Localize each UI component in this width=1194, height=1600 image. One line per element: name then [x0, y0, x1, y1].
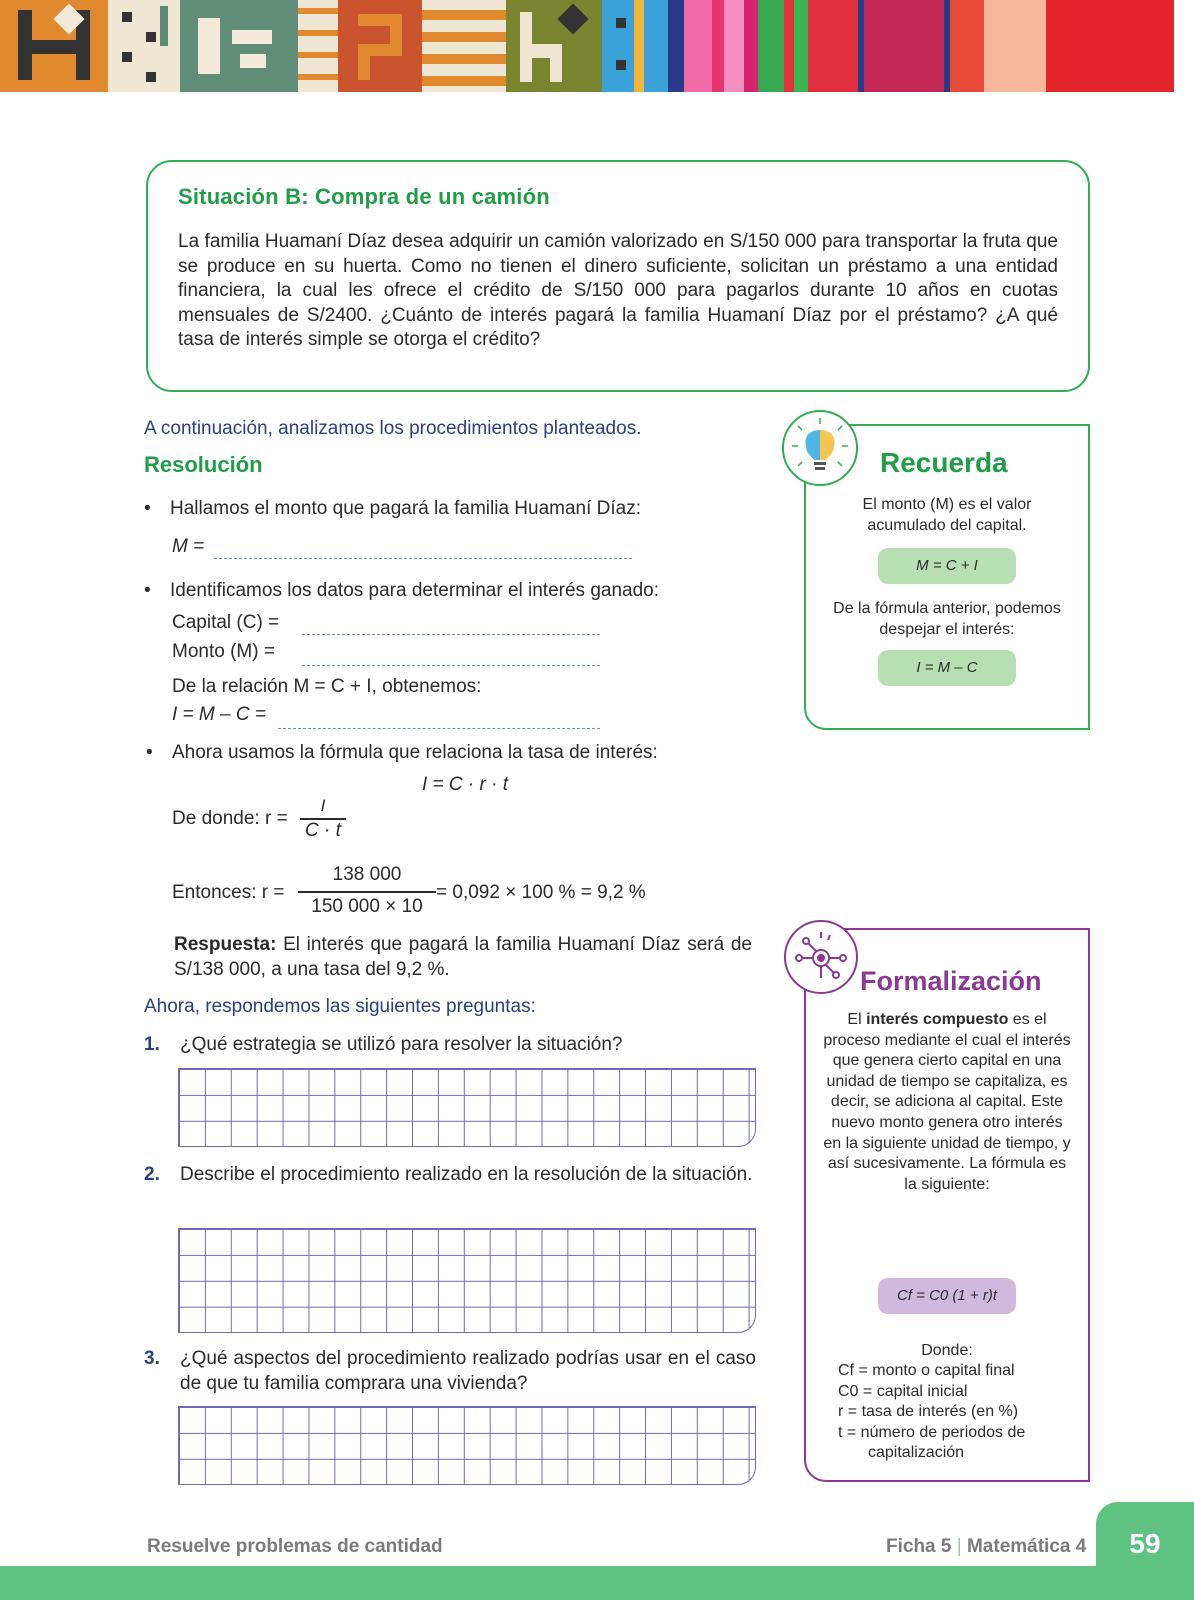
calc-numerator: 138 000: [332, 864, 402, 885]
banner-tile: [298, 0, 338, 92]
dedonde-label: De donde: r =: [172, 808, 288, 829]
footer-separator: |: [956, 1536, 962, 1557]
formal-intro-pre: El: [847, 1011, 862, 1028]
answer-paragraph: [174, 932, 752, 982]
answer-label: Respuesta:: [174, 934, 277, 955]
m-answer-line[interactable]: [214, 558, 632, 559]
banner-tile: [108, 0, 180, 92]
monto-answer-line[interactable]: [302, 665, 600, 666]
bottom-bar: [0, 1566, 1194, 1600]
bullet-tasa: • Ahora usamos la fórmula que relaciona la tasa de interés:: [172, 742, 658, 764]
formal-intro-post: es el proceso mediante el cual el interés que genera cierto capital en una unidad de tiempo se capitaliza, es decir, se adiciona al capital. Este nuevo monto genera otro interés en la siguiente unidad de tiempo, y así sucesivamente. La fórmula es la siguiente:: [823, 1011, 1071, 1193]
brain-bulb-icon: [782, 410, 858, 486]
situation-box: [146, 160, 1090, 392]
formalizacion-text: [822, 1010, 1072, 1195]
question-number: 3.: [144, 1348, 160, 1369]
i-answer-line[interactable]: [278, 728, 600, 729]
banner-tile: [0, 0, 108, 92]
formula-pill: M = C + I: [878, 548, 1016, 584]
fraction-numerator: I: [320, 796, 326, 815]
recuerda-text-1: El monto (M) es el valor acumulado del capital.: [862, 496, 1032, 534]
relation-text: De la relación M = C + I, obtenemos:: [172, 676, 482, 697]
banner-tile: [602, 0, 668, 92]
bullet-datos: • Identificamos los datos para determinar el interés ganado:: [170, 580, 659, 602]
capital-answer-line[interactable]: [302, 634, 600, 635]
questions-title: Ahora, respondemos las siguientes preguntas:: [144, 996, 536, 1017]
page-number: 59: [1129, 1528, 1161, 1559]
question-number: 2.: [144, 1164, 160, 1185]
where-item: Cf = monto o capital final: [838, 1362, 1015, 1379]
formalizacion-title: Formalización: [860, 966, 1042, 996]
rate-result: = 0,092 × 100 % = 9,2 %: [436, 882, 646, 903]
calc-denominator: 150 000 × 10: [311, 896, 423, 917]
footer-subject: Matemática 4: [966, 1536, 1087, 1557]
where-title: Donde:: [921, 1342, 973, 1359]
banner-tile: [422, 0, 506, 92]
recuerda-text-2: De la fórmula anterior, podemos despejar el interés:: [833, 600, 1061, 638]
banner-tile: [180, 0, 298, 92]
footer-ficha: [886, 1536, 1086, 1558]
entonces-label: Entonces: r =: [172, 882, 285, 903]
i-label: I = M – C =: [172, 704, 266, 725]
where-item: t = número de periodos de: [838, 1423, 1026, 1441]
answer-text: El interés que pagará la familia Huamaní Díaz será de S/138 000, a una tasa del 9,2 %.: [174, 934, 752, 980]
situation-title: Situación B: Compra de un camión: [178, 184, 550, 209]
question-number: 1.: [144, 1034, 160, 1055]
where-item: r = tasa de interés (en %): [838, 1403, 1019, 1420]
fraction-denominator: C · t: [305, 820, 341, 841]
question-text: Describe el procedimiento realizado en la resolución de la situación.: [180, 1164, 753, 1185]
decorative-banner: [0, 0, 1194, 92]
where-item: capitalización: [868, 1444, 965, 1461]
where-list: [838, 1361, 1025, 1464]
bullet-monto: • Hallamos el monto que pagará la familia Huamaní Díaz:: [170, 498, 641, 520]
question-3: [144, 1346, 756, 1398]
intro-text: A continuación, analizamos los procedimientos planteados.: [144, 418, 642, 439]
compound-formula-pill: Cf = C0 (1 + r)t: [878, 1278, 1016, 1314]
network-idea-icon: [784, 920, 858, 994]
answer-grid-1[interactable]: [178, 1068, 756, 1147]
resolution-title: Resolución: [144, 452, 263, 477]
interest-formula: I = C · r · t: [422, 774, 509, 795]
answer-grid-2[interactable]: [178, 1228, 756, 1333]
formal-intro-bold: interés compuesto: [866, 1011, 1009, 1028]
banner-tile: [506, 0, 602, 92]
question-text: ¿Qué aspectos del procedimiento realizado podrías usar en el caso de que tu familia comprara una vivienda?: [180, 1348, 756, 1394]
footer-competency: Resuelve problemas de cantidad: [147, 1536, 443, 1557]
question-1: [144, 1032, 756, 1058]
where-item: C0 = capital inicial: [838, 1382, 968, 1400]
recuerda-title: Recuerda: [880, 447, 1008, 478]
question-2: [144, 1162, 756, 1214]
capital-label: Capital (C) =: [172, 612, 280, 633]
footer-ficha-label: Ficha 5: [886, 1536, 952, 1557]
formula-pill: I = M – C: [878, 650, 1016, 686]
m-label: M =: [172, 536, 205, 557]
banner-tile: [338, 0, 422, 92]
question-text: ¿Qué estrategia se utilizó para resolver la situación?: [180, 1034, 623, 1055]
monto-label: Monto (M) =: [172, 641, 275, 662]
answer-grid-3[interactable]: [178, 1406, 756, 1485]
situation-text: La familia Huamaní Díaz desea adquirir un camión valorizado en S/150 000 para transportar la fruta que se produce en su huerta. Como no tienen el dinero suficiente, solicitan un préstamo a una entidad financiera, la cual les ofrece el crédito de S/150 000 para pagarlos durante 10 años en cuotas mensuales de S/2400. ¿Cuánto de interés pagará la familia Huamaní Díaz por el préstamo? ¿A qué tasa de interés simple se otorga el crédito?: [178, 231, 1058, 350]
